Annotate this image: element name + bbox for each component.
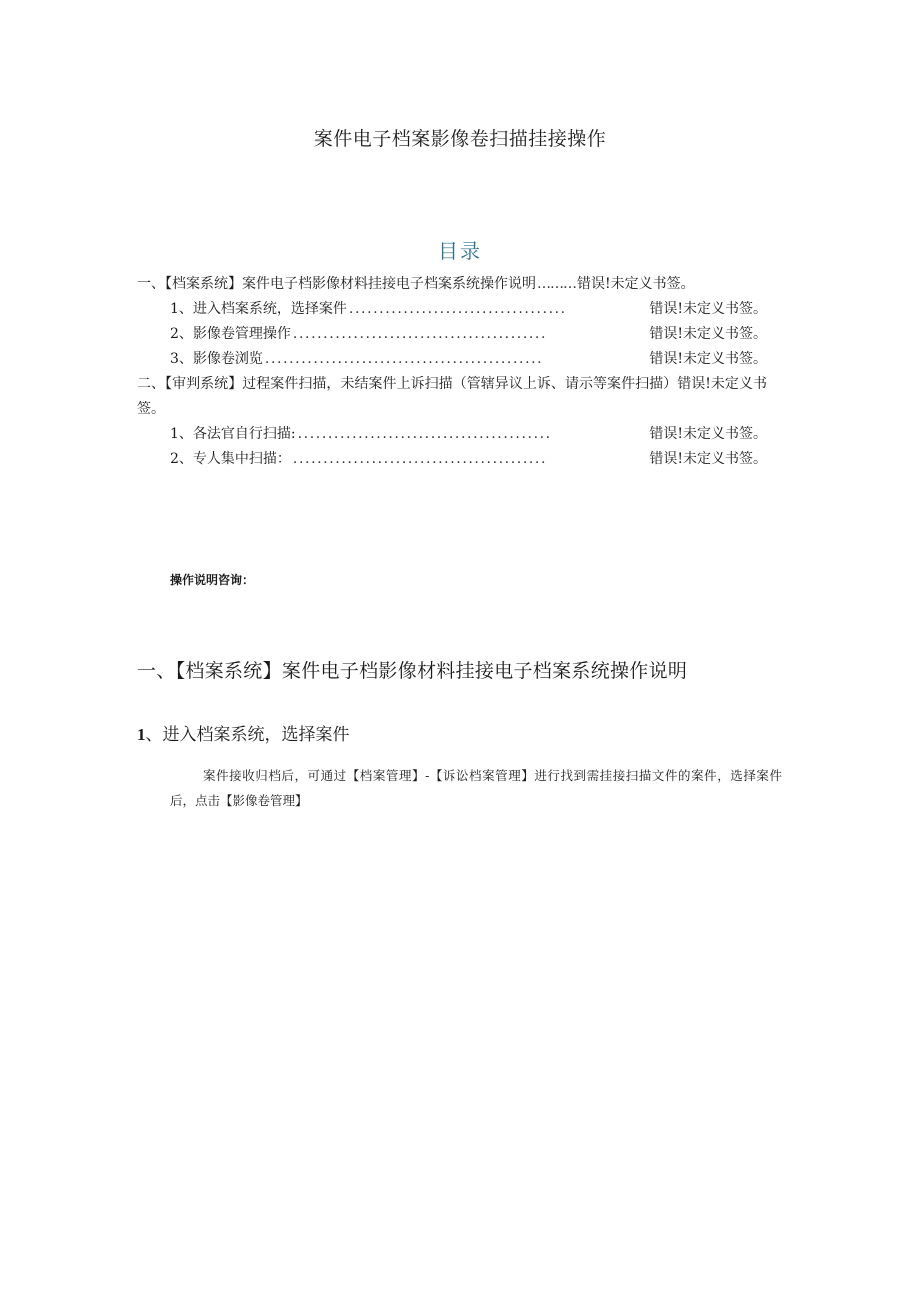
toc-entry-text: 2、影像卷管理操作 [170,326,291,342]
consult-label: 操作说明咨询： [170,573,255,587]
subsection-heading [137,720,350,745]
section-heading: 一、【档案系统】案件电子档影像材料挂接电子档案系统操作说明 [137,660,688,682]
toc-leader: .............................................. [264,351,544,367]
toc-entry-text: 二、【审判系统】过程案件扫描，未结案件上诉扫描（管辖异议上诉、请示等案件扫描）错误!未定义书签。 [137,376,767,417]
toc-leader: .......................................... [292,451,548,467]
subsection-number: 1 [137,725,146,744]
toc-entry-ref: 错误!未定义书签。 [649,351,767,367]
toc-leader: .......................................... [297,426,552,442]
toc-entry-text: 3、影像卷浏览 [170,351,263,367]
subsection-title: 、进入档案系统，选择案件 [145,725,350,745]
toc-entry-text: 一、【档案系统】案件电子档影像材料挂接电子档案系统操作说明 [137,276,536,292]
toc-entry-ref: 错误!未定义书签。 [649,301,767,317]
body-paragraph: 案件接收归档后，可通过【档案管理】-【诉讼档案管理】进行找到需挂接扫描文件的案件，选择案件后，点击【影像卷管理】 [170,768,782,808]
toc-leader: .................................... [348,301,567,317]
toc-leader: .......................................... [292,326,548,342]
toc-entry-ref: 错误!未定义书签。 [649,426,767,442]
toc-entry-text: 2、专人集中扫描： [170,451,291,467]
toc-entry[interactable] [137,372,767,422]
table-of-contents [137,272,767,472]
toc-entry-ref: 错误!未定义书签。 [649,326,767,342]
toc-entry-ref: 错误!未定义书签。 [649,451,767,467]
toc-entry-text: 1、进入档案系统，选择案件 [170,301,347,317]
toc-leader: ……… [537,276,576,292]
toc-entry-ref: 错误!未定义书签。 [577,276,695,292]
toc-heading: 目录 [438,239,482,263]
toc-entry[interactable] [137,447,767,472]
toc-entry[interactable] [137,272,767,297]
toc-entry[interactable] [137,297,767,322]
toc-entry[interactable] [137,422,767,447]
document-title: 案件电子档案影像卷扫描挂接操作 [313,128,607,150]
toc-entry-text: 1、各法官自行扫描: [170,426,296,442]
toc-entry[interactable] [137,347,767,372]
toc-entry[interactable] [137,322,767,347]
